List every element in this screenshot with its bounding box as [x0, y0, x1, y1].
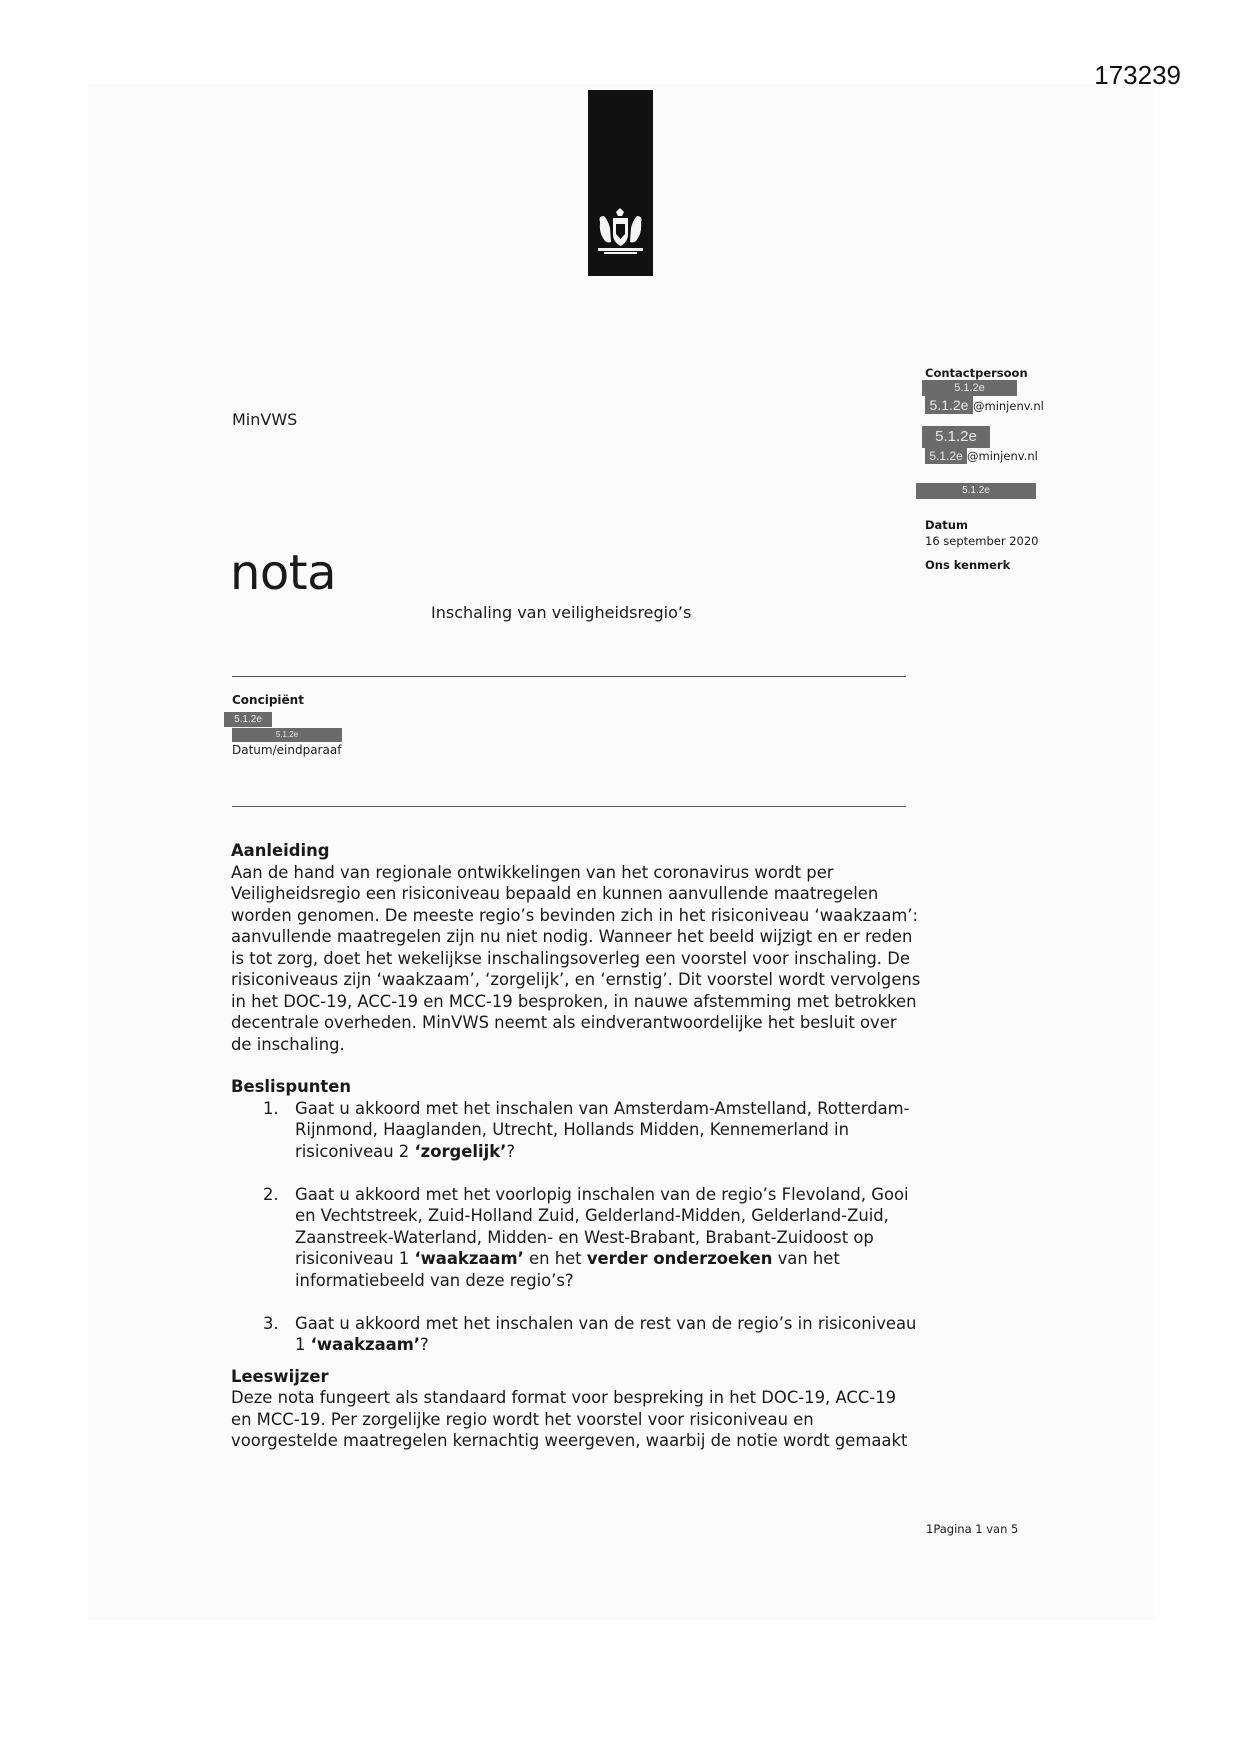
list-item: 1. Gaat u akkoord met het inschalen van Amsterdam-Amstelland, Rotterdam-Rijnmond, Haaglanden, Utrecht, Hollands Midden, Kennemerland in risiconiveau 2 ‘zorgelijk’? [263, 1098, 910, 1161]
redaction-block: 5.1.2e [922, 380, 1017, 396]
subject-line: Inschaling van veiligheidsregio’s [431, 603, 692, 622]
sender: MinVWS [232, 410, 298, 429]
divider [232, 676, 906, 677]
reference-label: Ons kenmerk [925, 558, 1011, 572]
email-suffix: @minjenv.nl [973, 399, 1044, 413]
document-body [231, 840, 921, 1452]
redaction-block: 5.1.2e [232, 728, 342, 742]
date-label: Datum [925, 518, 968, 532]
paragraph-leeswijzer: Deze nota fungeert als standaard format voor bespreking in het DOC-19, ACC-19 en MCC-19. Per zorgelijke regio wordt het voorstel voor risiconiveau en voorgestelde maatregelen kernachtig weergeven, waarbij de notie wordt gemaakt [231, 1388, 908, 1450]
concipient-block [232, 693, 342, 757]
concipient-label: Concipiënt [232, 693, 304, 707]
concipient-date-label: Datum/eindparaaf [232, 743, 342, 757]
section-title-leeswijzer: Leeswijzer [231, 1366, 329, 1386]
redaction-block: 5.1.2e [916, 483, 1036, 499]
document-number: 173239 [1094, 60, 1181, 90]
section-title-aanleiding: Aanleiding [231, 841, 330, 860]
document-type-title: nota [230, 545, 337, 601]
list-item: 2. Gaat u akkoord met het voorlopig inschalen van de regio’s Flevoland, Gooi en Vechtstreek, Zuid-Holland Zuid, Gelderland-Midden, Gelderland-Zuid, Zaanstreek-Waterland, Midden- en West-Brabant, Brabant-Zuidoost op risiconiveau 1 ‘waakzaam’ en het verder onderzoeken van het informatiebeeld van deze regio’s? [263, 1184, 909, 1290]
coat-of-arms-icon [594, 208, 647, 258]
list-item: 3. Gaat u akkoord met het inschalen van de rest van de regio’s in risiconiveau 1 ‘waakzaam’? [263, 1313, 917, 1354]
paragraph-aanleiding: Aan de hand van regionale ontwikkelingen van het coronavirus wordt per Veiligheidsregio een risiconiveau bepaald en kunnen aanvullende maatregelen worden genomen. De meeste regio’s bevinden zich in het risiconiveau ‘waakzaam’: aanvullende maatregelen zijn nu niet nodig. Wanneer het beeld wijzigt en er reden is tot zorg, doet het wekelijkse inschalingsoverleg een voorstel voor inschaling. De risiconiveaus zijn ‘waakzaam’, ‘zorgelijk’, en ‘ernstig’. Dit voorstel wordt vervolgens in het DOC-19, ACC-19 en MCC-19 besproken, in nauwe afstemming met betrokken decentrale overheden. MinVWS neemt als eindverantwoordelijke het besluit over de inschaling. [231, 862, 921, 1054]
page-footer: 1Pagina 1 van 5 [926, 1522, 1019, 1536]
government-logo [588, 90, 653, 276]
email-suffix: @minjenv.nl [967, 449, 1038, 463]
redaction-block: 5.1.2e [224, 712, 272, 727]
contact-label: Contactpersoon [925, 366, 1028, 380]
decision-list [231, 1098, 921, 1356]
date-value: 16 september 2020 [925, 534, 1039, 548]
divider [232, 806, 906, 807]
redaction-block: 5.1.2e [925, 448, 967, 464]
redaction-block: 5.1.2e [922, 426, 990, 448]
redaction-block: 5.1.2e [925, 396, 973, 414]
section-title-beslispunten: Beslispunten [231, 1077, 352, 1096]
